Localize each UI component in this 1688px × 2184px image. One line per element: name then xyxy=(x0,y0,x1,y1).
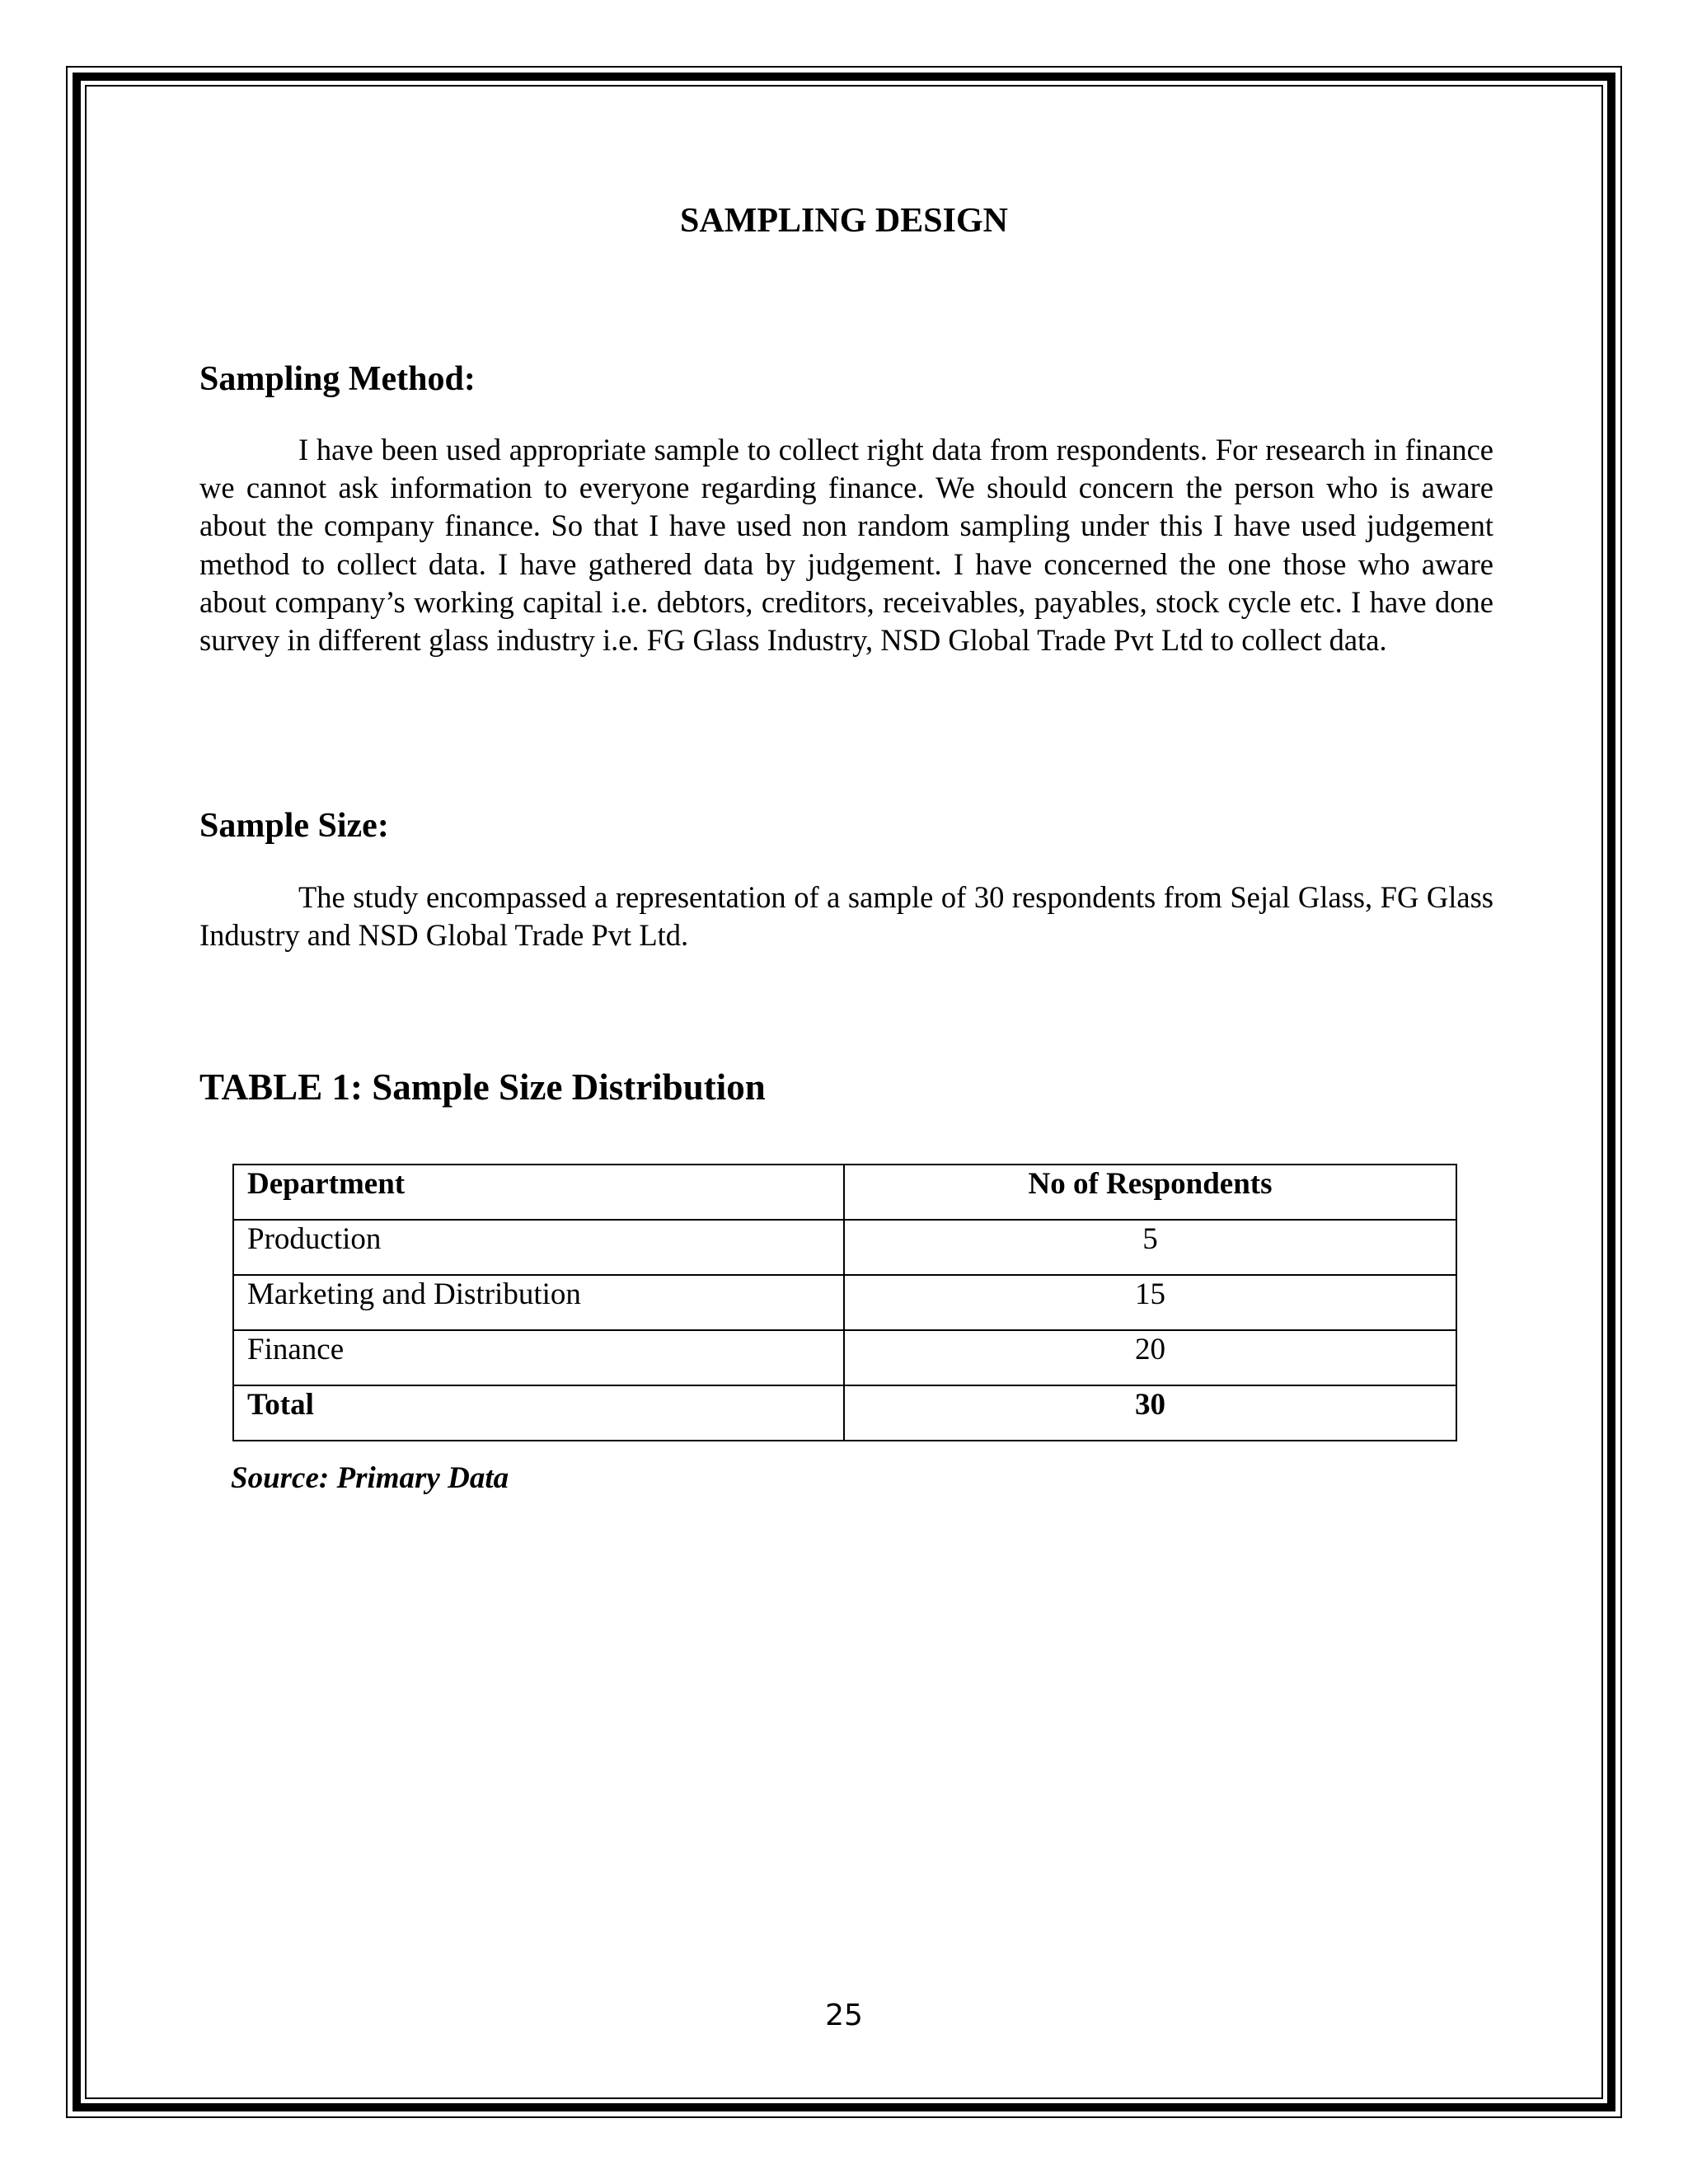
table-row xyxy=(233,1275,1456,1330)
header-respondents: No of Respondents xyxy=(844,1165,1456,1220)
cell-respondents: 20 xyxy=(844,1330,1456,1385)
header-department: Department xyxy=(233,1165,844,1220)
table-total-row xyxy=(233,1385,1456,1441)
sample-size-paragraph: The study encompassed a representation of a sample of 30 respondents from Sejal Glass, FG Glass Industry and NSD Global Trade Pvt Ltd. xyxy=(199,880,1493,953)
cell-department: Production xyxy=(233,1220,844,1275)
cell-total-value: 30 xyxy=(844,1385,1456,1441)
cell-total-label: Total xyxy=(233,1385,844,1441)
sample-size-table xyxy=(232,1164,1457,1441)
cell-department: Marketing and Distribution xyxy=(233,1275,844,1330)
cell-department: Finance xyxy=(233,1330,844,1385)
table-row xyxy=(233,1330,1456,1385)
sampling-method-paragraph: I have been used appropriate sample to collect right data from respondents. For research in finance we cannot ask information to everyone regarding finance. We should concern the person who is aware about the company finance. So that I have used non random sampling under this I have used judgement method to collect data. I have gathered data by judgement. I have concerned the one those who aware about company’s working capital i.e. debtors, creditors, receivables, payables, stock cycle etc. I have done survey in different glass industry i.e. FG Glass Industry, NSD Global Trade Pvt Ltd to collect data. xyxy=(199,433,1493,658)
table-header-row xyxy=(233,1165,1456,1220)
page-number: 25 xyxy=(825,1999,863,2032)
table-title: TABLE 1: Sample Size Distribution xyxy=(199,1066,766,1108)
page-title: SAMPLING DESIGN xyxy=(680,202,1008,240)
cell-respondents: 15 xyxy=(844,1275,1456,1330)
table-row xyxy=(233,1220,1456,1275)
table-source-note: Source: Primary Data xyxy=(231,1461,509,1495)
sample-size-heading: Sample Size: xyxy=(199,807,389,845)
sampling-method-heading: Sampling Method: xyxy=(199,360,476,398)
cell-respondents: 5 xyxy=(844,1220,1456,1275)
